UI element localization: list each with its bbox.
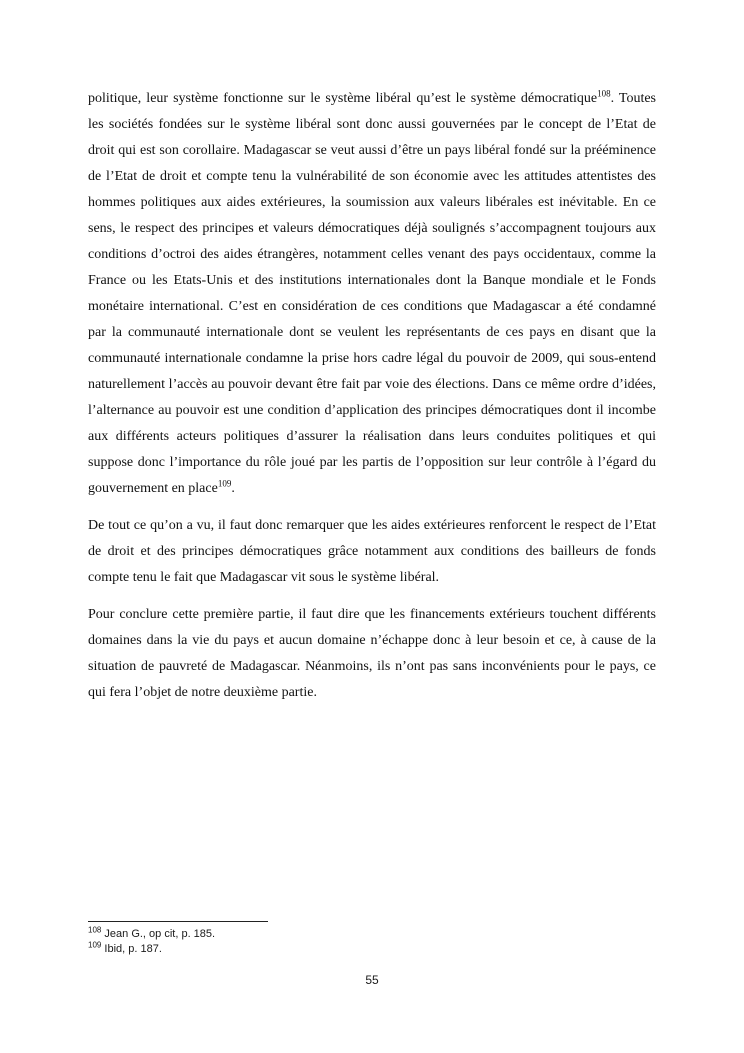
footnote-109-text: Ibid, p. 187.: [101, 943, 162, 955]
footnotes-section: [88, 921, 656, 957]
document-body: [88, 86, 656, 717]
footnote-108: [88, 927, 656, 942]
footnote-109-number: 109: [88, 940, 102, 950]
paragraph-2: [88, 513, 656, 591]
footnote-separator: [88, 921, 268, 922]
footnote-ref-109[interactable]: 109: [217, 478, 232, 489]
paragraph-3-text: Pour conclure cette première partie, il faut dire que les financements extérieurs touchent différents domaines dans la vie du pays et aucun domaine n’échappe donc à leur besoin et ce, à cause de la situation de pauvreté de Madagascar. Néanmoins, ils n’ont pas sans inconvénients pour le pays, ce qui fera l’objet de notre deuxième partie.: [88, 607, 656, 700]
footnote-108-number: 108: [88, 925, 102, 935]
footnote-109: [88, 942, 656, 957]
footnote-ref-108[interactable]: 108: [597, 88, 611, 99]
page-number: 55: [365, 973, 379, 987]
footnote-108-text: Jean G., op cit, p. 185.: [101, 928, 216, 940]
paragraph-1-text-b: . Toutes les sociétés fondées sur le système libéral sont donc aussi gouvernées par le concept de l’Etat de droit qui est son corollaire. Madagascar se veut aussi d’être un pays libéral fondé sur la prééminence de l’Etat de droit et compte tenu la vulnérabilité de son économie avec les attitudes attentistes des hommes politiques aux aides extérieures, la soumission aux valeurs libérales est inévitable. En ce sens, le respect des principes et valeurs démocratiques déjà soulignés s’accompagnent toujours aux conditions d’octroi des aides étrangères, notamment celles venant des pays occidentaux, comme la France ou les Etats-Unis et des institutions internationales dont la Banque mondiale et le Fonds monétaire international. C’est en considération de ces conditions que Madagascar a été condamné par la communauté internationale dont se veulent les représentants de ces pays en disant que la communauté internationale condamne la prise hors cadre légal du pouvoir de 2009, qui sous-entend naturellement l’accès au pouvoir devant être fait par voie des élections. Dans ce même ordre d’idées, l’alternance au pouvoir est une condition d’application des principes démocratiques dont il incombe aux différents acteurs politiques d’assurer la réalisation dans leurs conduites politiques et qui suppose donc l’importance du rôle joué par les partis de l’opposition sur leur contrôle à l’égard du gouvernement en place: [88, 91, 657, 496]
paragraph-1: [88, 86, 656, 502]
paragraph-3: [88, 602, 656, 706]
paragraph-2-text: De tout ce qu’on a vu, il faut donc remarquer que les aides extérieures renforcent le respect de l’Etat de droit et des principes démocratiques grâce notamment aux conditions des bailleurs de fonds compte tenu le fait que Madagascar vit sous le système libéral.: [88, 518, 656, 585]
paragraph-1-text-c: .: [231, 481, 235, 496]
paragraph-1-text-a: politique, leur système fonctionne sur le système libéral qu’est le système démocratique: [88, 91, 598, 106]
